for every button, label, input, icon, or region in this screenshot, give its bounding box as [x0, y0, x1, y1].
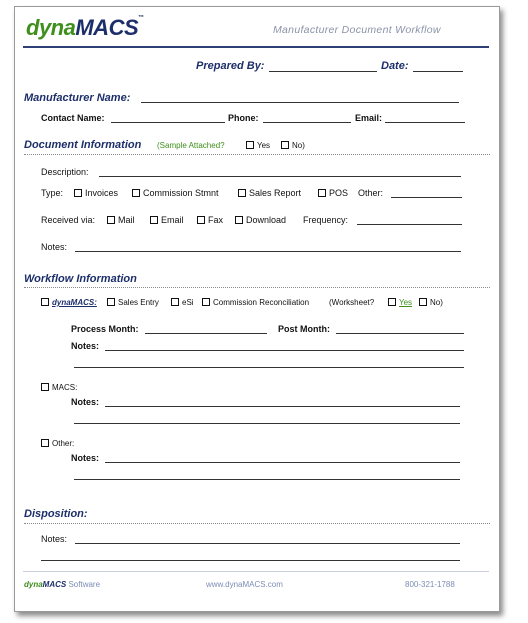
checkbox-icon — [318, 189, 326, 197]
other-notes-field-line2[interactable] — [74, 479, 460, 480]
checkbox-icon — [281, 141, 289, 149]
frequency-label: Frequency: — [303, 215, 349, 225]
checkbox-icon — [107, 298, 115, 306]
process-month-label: Process Month: — [71, 324, 139, 334]
prepared-by-label: Prepared By: — [196, 60, 265, 72]
type-other-label: Other: — [358, 188, 384, 198]
checkbox-icon — [171, 298, 179, 306]
prepared-by-field[interactable] — [269, 71, 377, 72]
received-via-label: Received via: — [41, 215, 96, 225]
macs-notes-field[interactable] — [105, 406, 460, 407]
description-label: Description: — [41, 167, 89, 177]
other-notes-label: Notes: — [71, 453, 100, 463]
frequency-field[interactable] — [357, 224, 462, 225]
document-notes-label: Notes: — [41, 242, 68, 252]
footer-phone: 800-321-1788 — [405, 580, 455, 589]
workflow-sales-entry-option[interactable]: Sales Entry — [107, 298, 159, 307]
checkbox-icon — [235, 216, 243, 224]
checkbox-icon — [74, 189, 82, 197]
workflow-dynamacs-option[interactable]: dynaMACS: — [41, 298, 97, 307]
form-page — [14, 6, 500, 612]
contact-name-label: Contact Name: — [41, 113, 105, 123]
footer-website[interactable]: www.dynaMACS.com — [206, 580, 283, 589]
workflow-commission-reconciliation-option[interactable]: Commission Reconciliation — [202, 298, 309, 307]
checkbox-icon — [41, 439, 49, 447]
manufacturer-name-field[interactable] — [141, 102, 459, 103]
section-divider — [24, 154, 490, 155]
dynamacs-logo: dynaMACS™ — [26, 15, 144, 40]
form-title: Manufacturer Document Workflow — [273, 24, 441, 36]
received-mail-option[interactable]: Mail — [107, 215, 135, 225]
dynamacs-notes-label: Notes: — [71, 341, 100, 351]
worksheet-label: (Worksheet? — [329, 298, 375, 307]
checkbox-icon — [202, 298, 210, 306]
footer-divider — [23, 571, 489, 572]
checkbox-icon — [41, 298, 49, 306]
checkbox-icon — [150, 216, 158, 224]
disposition-title: Disposition: — [24, 508, 88, 520]
dynamacs-notes-field[interactable] — [105, 350, 464, 351]
checkbox-icon — [197, 216, 205, 224]
manufacturer-name-label: Manufacturer Name: — [24, 92, 131, 104]
contact-name-field[interactable] — [111, 122, 225, 123]
sample-attached-label: (Sample Attached? — [157, 141, 225, 150]
worksheet-yes-option[interactable]: Yes — [388, 298, 412, 307]
disposition-notes-field[interactable] — [75, 543, 460, 544]
dynamacs-notes-field-line2[interactable] — [74, 367, 464, 368]
checkbox-icon — [132, 189, 140, 197]
header-divider — [23, 46, 489, 48]
received-download-option[interactable]: Download — [235, 215, 286, 225]
type-other-field[interactable] — [391, 197, 462, 198]
footer-brand: dynaMACS Software — [24, 580, 101, 589]
macs-notes-label: Notes: — [71, 397, 100, 407]
workflow-macs-option[interactable]: MACS: — [41, 383, 77, 392]
date-label: Date: — [381, 60, 409, 72]
section-divider — [24, 287, 490, 288]
email-field[interactable] — [385, 122, 465, 123]
checkbox-icon — [238, 189, 246, 197]
checkbox-icon — [107, 216, 115, 224]
worksheet-no-option[interactable]: No) — [419, 298, 443, 307]
workflow-other-option[interactable]: Other: — [41, 439, 74, 448]
sample-no-option[interactable]: No) — [281, 141, 305, 150]
date-field[interactable] — [413, 71, 463, 72]
macs-notes-field-line2[interactable] — [74, 423, 460, 424]
checkbox-icon — [246, 141, 254, 149]
workflow-esi-option[interactable]: eSi — [171, 298, 194, 307]
document-notes-field[interactable] — [75, 251, 461, 252]
description-field[interactable] — [99, 176, 461, 177]
received-email-option[interactable]: Email — [150, 215, 184, 225]
phone-label: Phone: — [228, 113, 259, 123]
disposition-notes-field-line2[interactable] — [41, 560, 460, 561]
received-fax-option[interactable]: Fax — [197, 215, 223, 225]
type-pos-option[interactable]: POS — [318, 188, 348, 198]
disposition-notes-label: Notes: — [41, 534, 68, 544]
sample-yes-option[interactable]: Yes — [246, 141, 270, 150]
document-info-title: Document Information — [24, 139, 142, 151]
checkbox-icon — [388, 298, 396, 306]
post-month-field[interactable] — [336, 333, 464, 334]
other-notes-field[interactable] — [105, 462, 460, 463]
process-month-field[interactable] — [145, 333, 267, 334]
checkbox-icon — [41, 383, 49, 391]
checkbox-icon — [419, 298, 427, 306]
type-label: Type: — [41, 188, 64, 198]
section-divider — [24, 523, 490, 524]
type-invoices-option[interactable]: Invoices — [74, 188, 118, 198]
phone-field[interactable] — [263, 122, 351, 123]
type-commission-stmnt-option[interactable]: Commission Stmnt — [132, 188, 219, 198]
type-sales-report-option[interactable]: Sales Report — [238, 188, 301, 198]
post-month-label: Post Month: — [278, 324, 330, 334]
email-label: Email: — [355, 113, 383, 123]
workflow-info-title: Workflow Information — [24, 273, 137, 285]
